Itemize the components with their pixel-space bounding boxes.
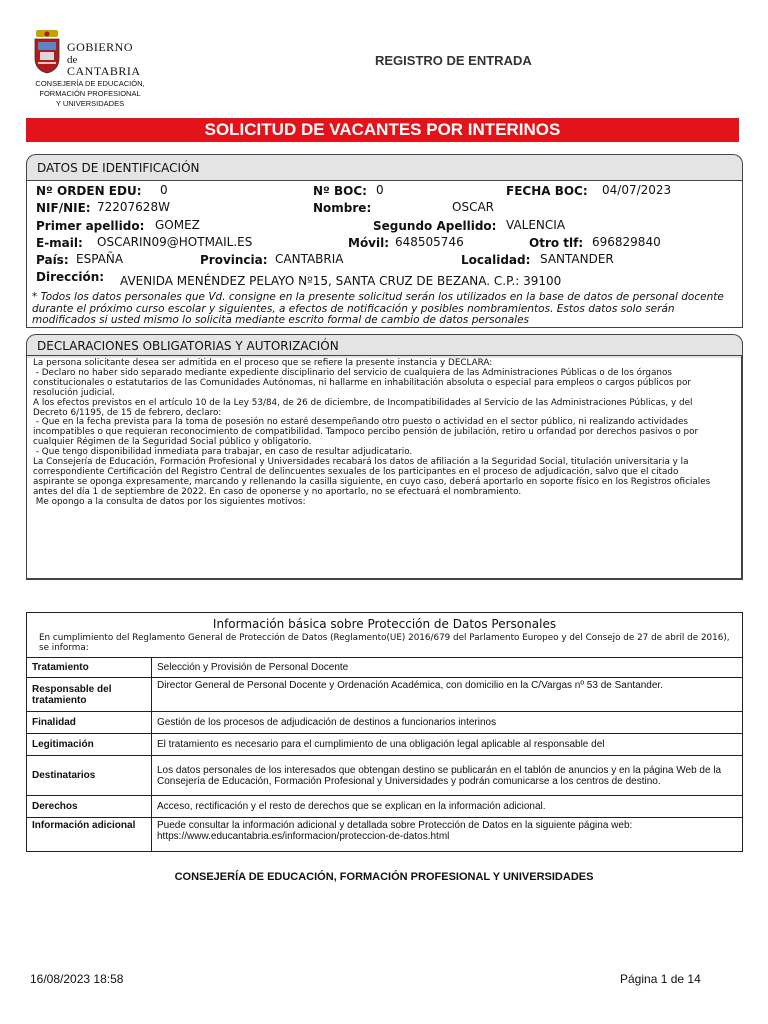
row-key: Tratamiento <box>27 658 152 678</box>
footer-consejeria: CONSEJERÍA DE EDUCACIÓN, FORMACIÓN PROFESIONAL Y UNIVERSIDADES <box>174 871 594 883</box>
email-label: E-mail: <box>36 236 83 250</box>
row-key: Información adicional <box>27 818 152 852</box>
localidad-label: Localidad: <box>461 253 531 267</box>
row-value: Acceso, rectificación y el resto de derechos que se explican en la información adicional. <box>152 796 743 818</box>
data-protection-title: Información básica sobre Protección de Datos Personales <box>26 612 743 633</box>
logo-text-de: de <box>67 54 78 66</box>
row-value: Los datos personales de los interesados que obtengan destino se publicarán en el tablón de anuncios y en la página Web de la Consejería de Educación, Formación Profesional y Universidades y podrán comunicarse a los centros de destino. <box>152 756 743 796</box>
table-row <box>27 678 743 712</box>
pais-value: ESPAÑA <box>76 252 124 266</box>
logo-text-gobierno: GOBIERNO <box>67 40 133 54</box>
row-value: El tratamiento es necesario para el cumplimiento de una obligación legal aplicable al responsable del <box>152 734 743 756</box>
declaraciones-heading: DECLARACIONES OBLIGATORIAS Y AUTORIZACIÓN <box>26 334 743 358</box>
logo-text-cantabria: CANTABRIA <box>67 64 141 78</box>
page-number: Página 1 de 14 <box>620 972 701 986</box>
consejeria-line: CONSEJERÍA DE EDUCACIÓN, <box>35 79 145 88</box>
table-row <box>27 734 743 756</box>
apellido1-value: GOMEZ <box>155 218 200 232</box>
fecha-boc-value: 04/07/2023 <box>602 183 672 197</box>
fecha-boc-label: FECHA BOC: <box>506 184 588 198</box>
table-row <box>27 712 743 734</box>
consejeria-caption <box>26 79 154 109</box>
direccion-label: Dirección: <box>36 270 105 284</box>
row-key: Finalidad <box>27 712 152 734</box>
data-protection-section <box>26 612 743 852</box>
movil-value: 648505746 <box>395 235 464 249</box>
boc-value: 0 <box>376 183 384 197</box>
email-value: OSCARIN09@HOTMAIL.ES <box>97 235 253 249</box>
row-value: Director General de Personal Docente y Ordenación Académica, con domicilio en la C/Vargas nº 53 de Santander. <box>152 678 743 712</box>
apellido2-label: Segundo Apellido: <box>373 219 497 233</box>
table-row <box>27 756 743 796</box>
print-date: 16/08/2023 18:58 <box>30 972 124 986</box>
row-value: Selección y Provisión de Personal Docente <box>152 658 743 678</box>
orden-value: 0 <box>160 183 168 197</box>
nombre-label: Nombre: <box>313 201 372 215</box>
provincia-value: CANTABRIA <box>275 252 344 266</box>
row-key: Legitimación <box>27 734 152 756</box>
registro-label: REGISTRO DE ENTRADA <box>375 53 532 68</box>
boc-label: Nº BOC: <box>313 184 367 198</box>
table-row <box>27 796 743 818</box>
apellido2-value: VALENCIA <box>506 218 566 232</box>
row-key: Derechos <box>27 796 152 818</box>
row-value: Gestión de los procesos de adjudicación de destinos a funcionarios interinos <box>152 712 743 734</box>
consejeria-line: Y UNIVERSIDADES <box>55 99 125 108</box>
otro-tlf-label: Otro tlf: <box>529 236 584 250</box>
privacy-note: * Todos los datos personales que Vd. consigne en la presente solicitud serán los utilizados en la base de datos de personal docente durante el próximo curso escolar y siguientes, a efectos de notificación y posibles nombramientos. Estos datos solo serán modificados si usted mismo lo solicita mediante escrito formal de cambio de datos personales <box>32 291 724 326</box>
nombre-value: OSCAR <box>452 200 494 214</box>
row-value: Puede consultar la información adicional y detallada sobre Protección de Datos en la siguiente página web: https://www.educantabria.es/informacion/proteccion-de-datos.html <box>152 818 743 852</box>
movil-label: Móvil: <box>348 236 390 250</box>
table-row <box>27 818 743 852</box>
nif-label: NIF/NIE: <box>36 201 91 215</box>
row-key: Responsable del tratamiento <box>27 678 152 712</box>
declaraciones-text: La persona solicitante desea ser admitida en el proceso que se refiere la presente instancia y DECLARA: - Declaro no haber sido separado mediante expediente disciplinario del servicio de cualquiera de las Administraciones Públicas o de los órganos constitucionales o estatutarios de las Comunidades Autónomas, ni hallarme en inhabilitación absoluta o especial para empleos o cargos públicos por resolución judicial. A los efectos previstos en el artículo 10 de la Ley 53/84, de 26 de diciembre, de Incompatibilidades al Servicio de las Administraciones Públicas, y del Decreto 6/1195, de 15 de febrero, declaro: - Que en la fecha prevista para la toma de posesión no estaré desempeñando otro puesto o actividad en el sector público, ni realizando actividades incompatibles o que requieran reconocimiento de compatibilidad. Tampoco percibo pensión de jubilación, retiro u orfandad por derechos pasivos o por cualquier Régimen de la Seguridad Social público y obligatorio. - Que tengo disponibilidad inmediata para trabajar, en caso de resultar adjudicatario. La Consejería de Educación, Formación Profesional y Universidades recabará los datos de afiliación a la Seguridad Social, titulación universitaria y la correspondiente Certificación del Registro Central de delincuentes sexuales de los participantes en el proceso de adjudicación, salvo que el citado aspirante se oponga expresamente, marcando y rellenando la casilla siguiente, en cuyo caso, deberá aportarlo en soporte físico en los Registros oficiales antes del día 1 de septiembre de 2022. En caso de oponerse y no aportarlo, no se efectuará el nombramiento. Me opongo a la consulta de datos por los siguientes motivos: <box>33 358 711 507</box>
nif-value: 72207628W <box>97 200 170 214</box>
table-row <box>27 658 743 678</box>
orden-label: Nº ORDEN EDU: <box>36 184 142 198</box>
apellido1-label: Primer apellido: <box>36 219 145 233</box>
pais-label: País: <box>36 253 69 267</box>
direccion-value: AVENIDA MENÉNDEZ PELAYO Nº15, SANTA CRUZ DE BEZANA. C.P.: 39100 <box>120 274 562 288</box>
data-protection-intro: En cumplimiento del Reglamento General de Protección de Datos (Reglamento(UE) 2016/679 del Parlamento Europeo y del Consejo de 27 de abril de 2016), se informa: <box>26 633 743 657</box>
identificacion-heading: DATOS DE IDENTIFICACIÓN <box>26 154 743 180</box>
coat-of-arms-logo <box>32 30 62 74</box>
localidad-value: SANTANDER <box>540 252 614 266</box>
consejeria-line: FORMACIÓN PROFESIONAL <box>39 89 141 98</box>
row-key: Destinatarios <box>27 756 152 796</box>
otro-tlf-value: 696829840 <box>592 235 661 249</box>
data-protection-table <box>26 657 743 852</box>
page-title: SOLICITUD DE VACANTES POR INTERINOS <box>26 118 739 142</box>
provincia-label: Provincia: <box>200 253 268 267</box>
